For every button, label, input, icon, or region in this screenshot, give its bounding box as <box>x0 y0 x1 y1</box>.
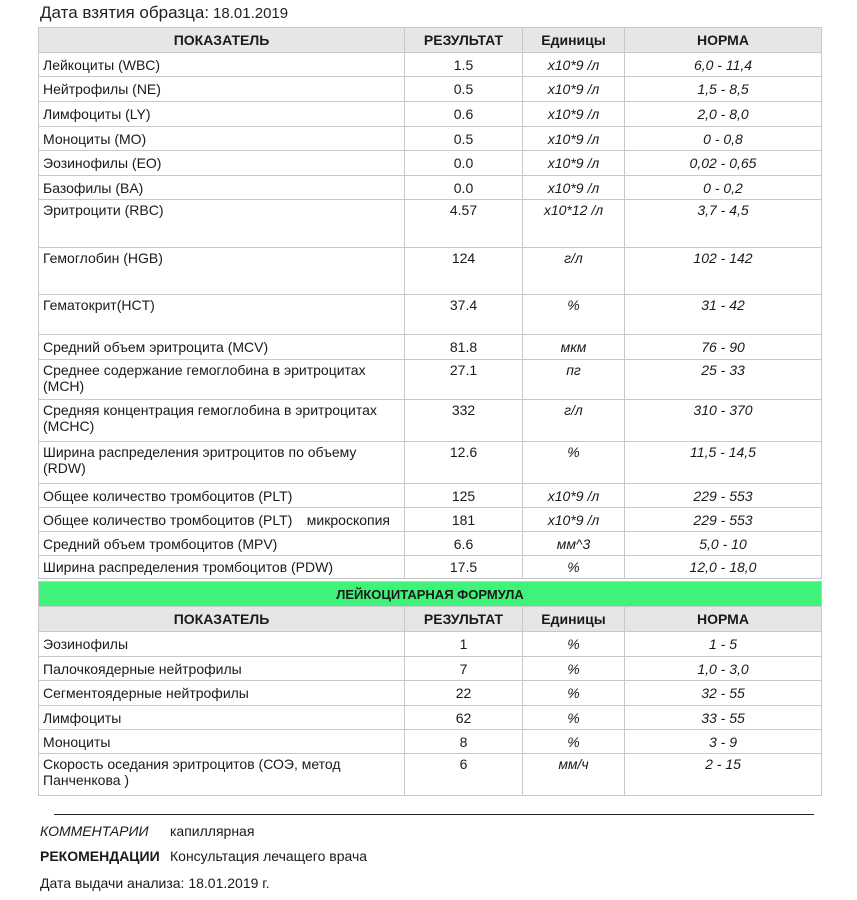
row-norm: 12,0 - 18,0 <box>625 556 822 579</box>
row-name: Моноциты (MO) <box>39 127 405 151</box>
comments <box>40 823 254 839</box>
row-units: мм/ч <box>523 754 625 796</box>
row-units: x10*9 /л <box>523 484 625 508</box>
col-norm-header: НОРМА <box>625 28 822 53</box>
row-result: 332 <box>405 400 523 442</box>
leukocyte-formula-table <box>38 581 822 796</box>
row-units: x10*9 /л <box>523 151 625 176</box>
row-result: 81.8 <box>405 335 523 360</box>
issue-date: Дата выдачи анализа: 18.01.2019 г. <box>40 875 270 891</box>
row-name: Среднее содержание гемоглобина в эритроцитах (MCH) <box>39 360 405 400</box>
row-name: Гемоглобин (HGB) <box>39 248 405 295</box>
row-name: Скорость оседания эритроцитов (СОЭ, метод Панченкова ) <box>39 754 405 796</box>
row-result: 1 <box>405 632 523 657</box>
row-units: % <box>523 657 625 681</box>
row-units: x10*12 /л <box>523 200 625 248</box>
row-result: 27.1 <box>405 360 523 400</box>
row-norm: 5,0 - 10 <box>625 532 822 556</box>
row-name: Моноциты <box>39 730 405 754</box>
table-row <box>39 151 822 176</box>
recommendations <box>40 848 367 864</box>
table-row <box>39 77 822 102</box>
row-units: x10*9 /л <box>523 176 625 200</box>
row-norm: 2 - 15 <box>625 754 822 796</box>
table-row <box>39 532 822 556</box>
blood-test-table <box>38 27 822 579</box>
row-method-note: микроскопия <box>306 511 390 528</box>
table-row <box>39 127 822 151</box>
formula-title: ЛЕЙКОЦИТАРНАЯ ФОРМУЛА <box>39 582 822 607</box>
row-name: Эозинофилы <box>39 632 405 657</box>
table-row <box>39 657 822 681</box>
col-indicator-header: ПОКАЗАТЕЛЬ <box>39 28 405 53</box>
row-name: Лимфоциты (LY) <box>39 102 405 127</box>
row-result: 37.4 <box>405 295 523 335</box>
row-result: 0.5 <box>405 127 523 151</box>
row-norm: 0 - 0,8 <box>625 127 822 151</box>
row-norm: 11,5 - 14,5 <box>625 442 822 484</box>
row-name: Эритроцити (RBC) <box>39 200 405 248</box>
table-row <box>39 508 822 532</box>
row-norm: 3,7 - 4,5 <box>625 200 822 248</box>
row-units: пг <box>523 360 625 400</box>
table-row <box>39 706 822 730</box>
row-norm: 2,0 - 8,0 <box>625 102 822 127</box>
row-units: x10*9 /л <box>523 102 625 127</box>
row-norm: 32 - 55 <box>625 681 822 706</box>
row-units: г/л <box>523 248 625 295</box>
table-row <box>39 632 822 657</box>
row-units: % <box>523 556 625 579</box>
comments-value: капиллярная <box>170 823 255 839</box>
table-row <box>39 102 822 127</box>
row-name: Средний объем эритроцита (MCV) <box>39 335 405 360</box>
table-row <box>39 295 822 335</box>
row-name: Ширина распределения эритроцитов по объему (RDW) <box>39 442 405 484</box>
table-row <box>39 730 822 754</box>
col-indicator-header: ПОКАЗАТЕЛЬ <box>39 607 405 632</box>
table-row <box>39 754 822 796</box>
formula-header-row <box>39 607 822 632</box>
row-result: 7 <box>405 657 523 681</box>
row-norm: 229 - 553 <box>625 508 822 532</box>
row-result: 0.5 <box>405 77 523 102</box>
row-result: 4.57 <box>405 200 523 248</box>
row-units: мкм <box>523 335 625 360</box>
row-name: Лимфоциты <box>39 706 405 730</box>
table-row <box>39 248 822 295</box>
recommendations-value: Консультация лечащего врача <box>170 848 368 864</box>
row-norm: 31 - 42 <box>625 295 822 335</box>
row-result: 125 <box>405 484 523 508</box>
row-result: 1.5 <box>405 53 523 77</box>
row-norm: 3 - 9 <box>625 730 822 754</box>
row-result: 6.6 <box>405 532 523 556</box>
table-row <box>39 200 822 248</box>
row-units: x10*9 /л <box>523 77 625 102</box>
row-units: % <box>523 730 625 754</box>
row-units: % <box>523 706 625 730</box>
table-row <box>39 335 822 360</box>
row-norm: 229 - 553 <box>625 484 822 508</box>
row-name: Общее количество тромбоцитов (PLT) <box>39 484 405 508</box>
table-row <box>39 484 822 508</box>
row-units: % <box>523 442 625 484</box>
row-result: 0.6 <box>405 102 523 127</box>
row-name: Палочкоядерные нейтрофилы <box>39 657 405 681</box>
row-result: 0.0 <box>405 151 523 176</box>
row-norm: 6,0 - 11,4 <box>625 53 822 77</box>
row-name <box>39 508 405 532</box>
row-result: 17.5 <box>405 556 523 579</box>
row-name: Сегментоядерные нейтрофилы <box>39 681 405 706</box>
row-units: % <box>523 295 625 335</box>
row-result: 124 <box>405 248 523 295</box>
table-row <box>39 556 822 579</box>
row-result: 181 <box>405 508 523 532</box>
col-result-header: РЕЗУЛЬТАТ <box>405 607 523 632</box>
row-norm: 33 - 55 <box>625 706 822 730</box>
row-name: Лейкоциты (WBC) <box>39 53 405 77</box>
table-row <box>39 681 822 706</box>
sample-date-value: 18.01.2019 <box>213 5 289 22</box>
col-result-header: РЕЗУЛЬТАТ <box>405 28 523 53</box>
row-result: 8 <box>405 730 523 754</box>
row-name: Базофилы (BA) <box>39 176 405 200</box>
row-result: 0.0 <box>405 176 523 200</box>
row-norm: 310 - 370 <box>625 400 822 442</box>
row-name: Нейтрофилы (NE) <box>39 77 405 102</box>
row-name: Эозинофилы (EO) <box>39 151 405 176</box>
table-row <box>39 360 822 400</box>
sample-date <box>40 3 288 23</box>
table-row <box>39 400 822 442</box>
row-name-text: Общее количество тромбоцитов (PLT) <box>43 511 293 528</box>
row-result: 6 <box>405 754 523 796</box>
formula-banner-row <box>39 582 822 607</box>
row-name: Средняя концентрация гемоглобина в эритроцитах (MCHC) <box>39 400 405 442</box>
sample-date-label: Дата взятия образца: <box>40 3 210 22</box>
row-norm: 76 - 90 <box>625 335 822 360</box>
footer-divider <box>54 814 814 815</box>
row-norm: 1 - 5 <box>625 632 822 657</box>
row-units: % <box>523 632 625 657</box>
row-units: г/л <box>523 400 625 442</box>
row-result: 22 <box>405 681 523 706</box>
row-units: мм^3 <box>523 532 625 556</box>
row-units: x10*9 /л <box>523 127 625 151</box>
recommendations-label: РЕКОМЕНДАЦИИ <box>40 848 160 864</box>
row-name: Ширина распределения тромбоцитов (PDW) <box>39 556 405 579</box>
row-norm: 1,5 - 8,5 <box>625 77 822 102</box>
col-units-header: Единицы <box>523 28 625 53</box>
row-norm: 25 - 33 <box>625 360 822 400</box>
row-units: % <box>523 681 625 706</box>
row-result: 12.6 <box>405 442 523 484</box>
table-header-row <box>39 28 822 53</box>
table-row <box>39 442 822 484</box>
table-row <box>39 176 822 200</box>
col-norm-header: НОРМА <box>625 607 822 632</box>
col-units-header: Единицы <box>523 607 625 632</box>
row-units: x10*9 /л <box>523 508 625 532</box>
row-result: 62 <box>405 706 523 730</box>
comments-label: КОММЕНТАРИИ <box>40 823 149 839</box>
row-norm: 1,0 - 3,0 <box>625 657 822 681</box>
row-norm: 0 - 0,2 <box>625 176 822 200</box>
row-name: Средний объем тромбоцитов (MPV) <box>39 532 405 556</box>
row-norm: 102 - 142 <box>625 248 822 295</box>
row-name: Гематокрит(HCT) <box>39 295 405 335</box>
table-row <box>39 53 822 77</box>
row-norm: 0,02 - 0,65 <box>625 151 822 176</box>
row-units: x10*9 /л <box>523 53 625 77</box>
